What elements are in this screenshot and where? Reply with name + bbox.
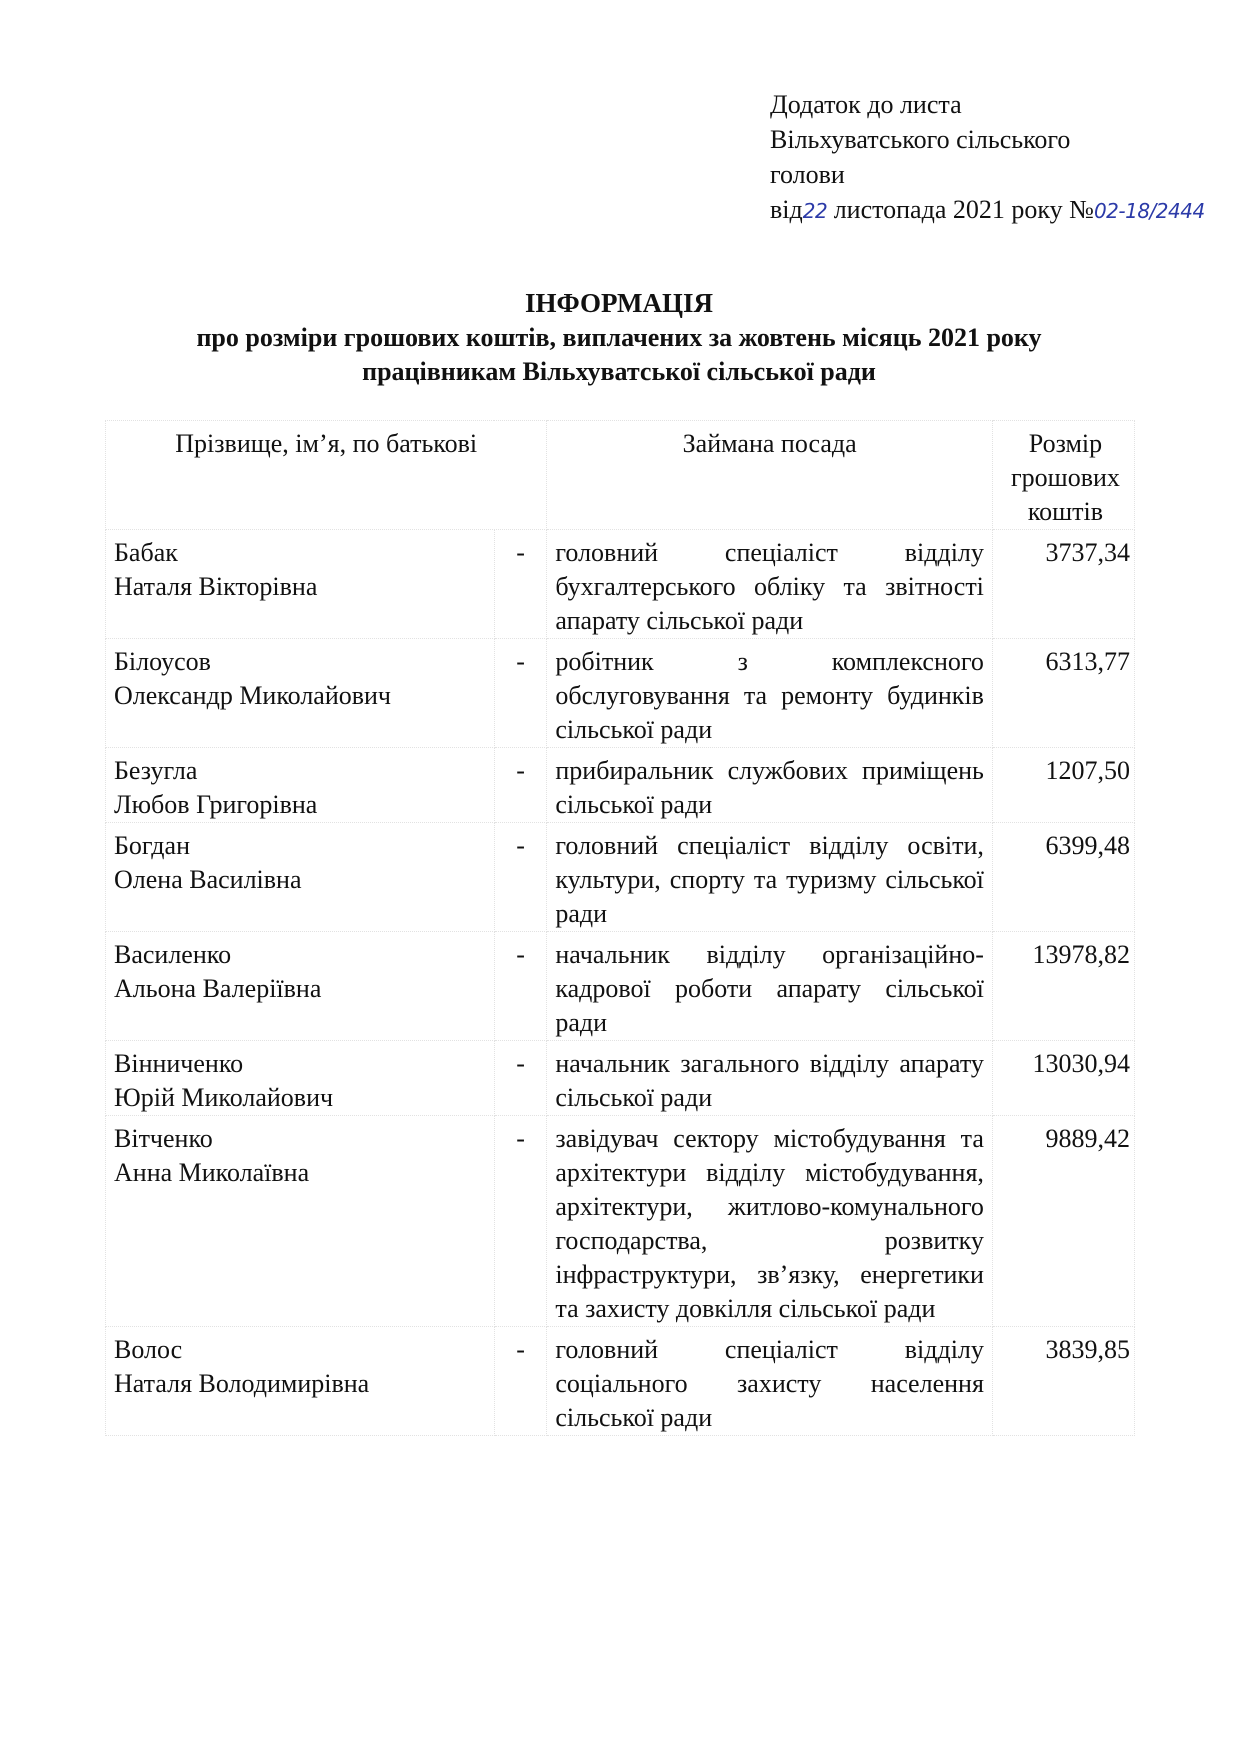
employee-given-names: Наталя Володимирівна [114, 1369, 370, 1398]
appendix-line-3: голови [770, 160, 845, 189]
payment-amount: 6399,48 [992, 823, 1134, 932]
appendix-line-4 [770, 192, 1230, 229]
payment-amount: 1207,50 [992, 748, 1134, 823]
row-dash: - [494, 1116, 547, 1327]
employee-surname: Богдан [114, 831, 190, 860]
table-row [106, 1116, 1135, 1327]
appendix-header [770, 87, 1230, 229]
employee-position: прибиральник службових приміщень сільської ради [547, 748, 993, 823]
employee-given-names: Олена Василівна [114, 865, 302, 894]
row-dash: - [494, 1041, 547, 1116]
document-title [0, 286, 1238, 389]
employee-name [106, 932, 495, 1041]
employee-surname: Волос [114, 1335, 183, 1364]
employee-surname: Безугла [114, 756, 198, 785]
employee-position: головний спеціаліст відділу бухгалтерського обліку та звітності апарату сільської ради [547, 530, 993, 639]
payment-amount: 3839,85 [992, 1327, 1134, 1436]
employee-given-names: Любов Григорівна [114, 790, 318, 819]
payment-amount: 6313,77 [992, 639, 1134, 748]
date-prefix: від [770, 195, 803, 224]
title-subtitle-1: про розміри грошових коштів, виплачених за жовтень місяць 2021 року [196, 323, 1042, 352]
header-amount: Розмір грошових коштів [992, 421, 1134, 530]
title-subtitle-2: працівникам Вільхуватської сільської ради [362, 357, 876, 386]
payment-amount: 13030,94 [992, 1041, 1134, 1116]
row-dash: - [494, 932, 547, 1041]
employee-position: начальник відділу організаційно-кадрової роботи апарату сільської ради [547, 932, 993, 1041]
row-dash: - [494, 1327, 547, 1436]
employee-name [106, 823, 495, 932]
employee-given-names: Юрій Миколайович [114, 1083, 334, 1112]
title-main: ІНФОРМАЦІЯ [525, 288, 713, 318]
table-row [106, 1327, 1135, 1436]
header-name: Прізвище, ім’я, по батькові [106, 421, 547, 530]
table-row [106, 1041, 1135, 1116]
appendix-line-2: Вільхуватського сільського [770, 125, 1071, 154]
table-row [106, 530, 1135, 639]
employee-name [106, 1116, 495, 1327]
payment-amount: 13978,82 [992, 932, 1134, 1041]
employee-surname: Василенко [114, 940, 232, 969]
employee-position: робітник з комплексного обслуговування та ремонту будинків сільської ради [547, 639, 993, 748]
employee-position: начальник загального відділу апарату сільської ради [547, 1041, 993, 1116]
handwritten-day: 22 [802, 199, 828, 223]
employee-position: головний спеціаліст відділу освіти, культури, спорту та туризму сільської ради [547, 823, 993, 932]
table-row [106, 748, 1135, 823]
date-middle: листопада 2021 року № [827, 195, 1094, 224]
employee-name [106, 530, 495, 639]
row-dash: - [494, 748, 547, 823]
table-row [106, 639, 1135, 748]
employee-given-names: Наталя Вікторівна [114, 572, 318, 601]
employee-surname: Білоусов [114, 647, 211, 676]
payment-amount: 3737,34 [992, 530, 1134, 639]
handwritten-letter-number: 02-18/2444 [1093, 199, 1205, 223]
employee-name [106, 1041, 495, 1116]
appendix-line-1: Додаток до листа [770, 90, 962, 119]
payment-amount: 9889,42 [992, 1116, 1134, 1327]
employee-surname: Вітченко [114, 1124, 213, 1153]
table-header-row [106, 421, 1135, 530]
row-dash: - [494, 639, 547, 748]
row-dash: - [494, 530, 547, 639]
employee-given-names: Альона Валеріївна [114, 974, 322, 1003]
employee-name [106, 639, 495, 748]
employee-position: завідувач сектору містобудування та архітектури відділу містобудування, архітектури, житлово-комунального господарства, розвитку інфраструктури, зв’язку, енергетики та захисту довкілля сільської ради [547, 1116, 993, 1327]
employee-given-names: Анна Миколаївна [114, 1158, 310, 1187]
table-row [106, 823, 1135, 932]
employee-name [106, 1327, 495, 1436]
employee-given-names: Олександр Миколайович [114, 681, 392, 710]
employee-name [106, 748, 495, 823]
payments-table [105, 420, 1135, 1436]
table-row [106, 932, 1135, 1041]
header-position: Займана посада [547, 421, 993, 530]
employee-surname: Бабак [114, 538, 178, 567]
employee-surname: Вінниченко [114, 1049, 244, 1078]
row-dash: - [494, 823, 547, 932]
employee-position: головний спеціаліст відділу соціального захисту населення сільської ради [547, 1327, 993, 1436]
